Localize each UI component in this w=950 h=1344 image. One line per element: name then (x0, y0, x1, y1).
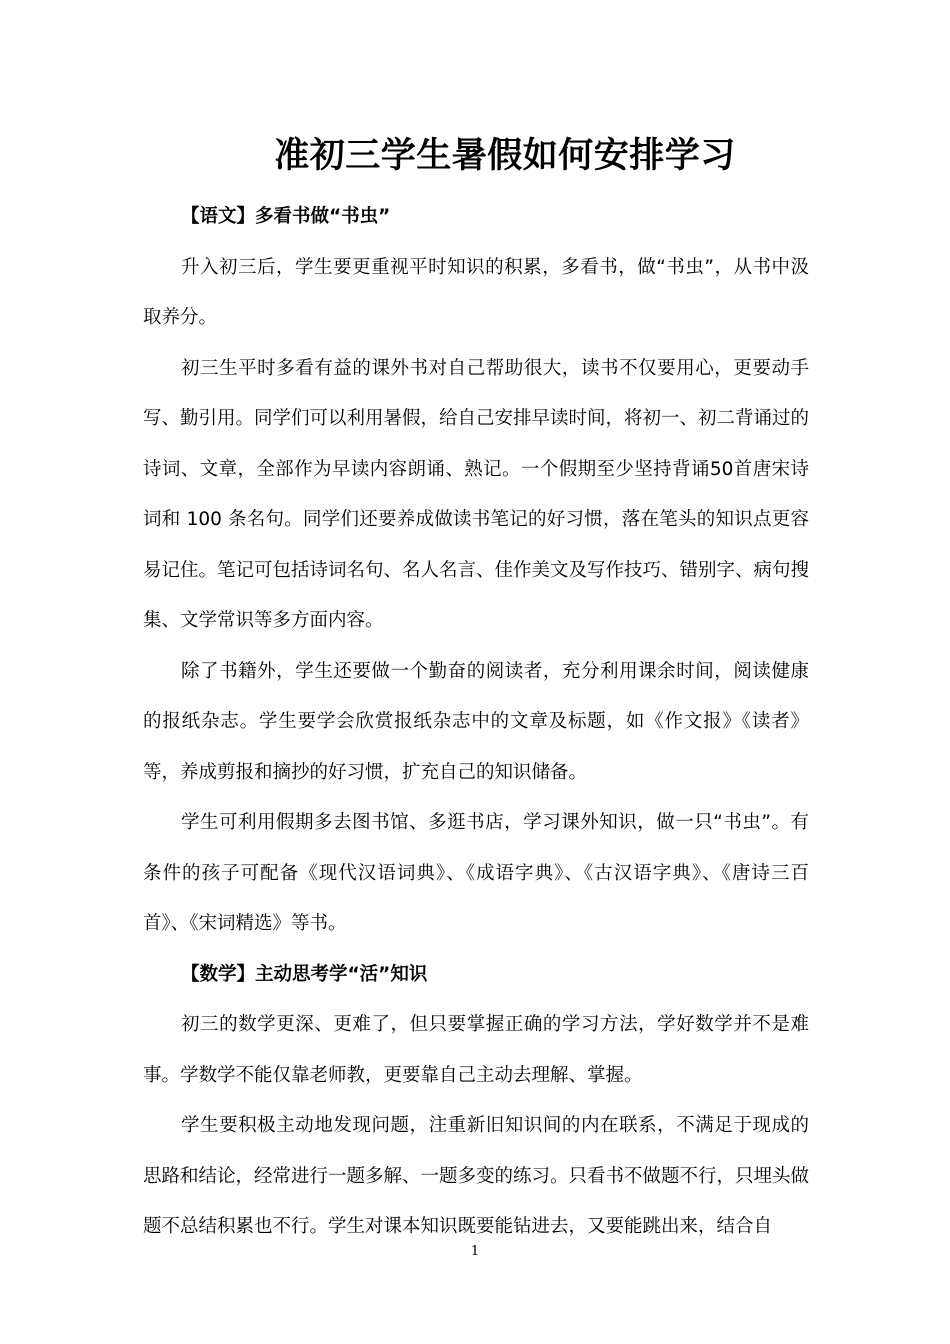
section-heading-chinese: 【语文】多看书做“书虫” (181, 206, 391, 227)
section-heading-math: 【数学】主动思考学“活”知识 (181, 963, 428, 985)
document-title: 准初三学生暑假如何安排学习 (274, 136, 736, 177)
paragraph: 初三的数学更深、更难了，但只要掌握正确的学习方法，学好数学并不是难事。学数学不能仅靠老师教，更要靠自己主动去理解、掌握。 (143, 1014, 809, 1086)
paragraph: 升入初三后，学生要更重视平时知识的积累，多看书，做“书虫”，从书中汲取养分。 (143, 256, 809, 328)
page-number: 1 (470, 1244, 480, 1259)
paragraph: 初三生平时多看有益的课外书对自己帮助很大，读书不仅要用心，更要动手写、勤引用。同学们可以利用暑假，给自己安排早读时间，将初一、初二背诵过的诗词、文章，全部作为早读内容朗诵、熟记。一个假期至少坚持背诵50首唐宋诗词和 100 条名句。同学们还要养成做读书笔记的好习惯，落在笔头的知识点更容易记住。笔记可包括诗词名句、名人名言、佳作美文及写作技巧、错别字、病句搜集、文学常识等多方面内容。 (143, 357, 810, 631)
paragraph: 学生可利用假期多去图书馆、多逛书店，学习课外知识，做一只“书虫”。有条件的孩子可配备《现代汉语词典》、《成语字典》、《古汉语字典》、《唐诗三百首》、《宋词精选》等书。 (143, 812, 809, 934)
paragraph: 除了书籍外，学生还要做一个勤奋的阅读者，充分利用课余时间，阅读健康的报纸杂志。学生要学会欣赏报纸杂志中的文章及标题，如《作文报》《读者》等，养成剪报和摘抄的好习惯，扩充自己的知识储备。 (143, 660, 809, 783)
document-body (143, 192, 809, 1253)
paragraph: 学生要积极主动地发现问题，注重新旧知识间的内在联系，不满足于现成的思路和结论，经常进行一题多解、一题多变的练习。只看书不做题不行，只埋头做题不总结积累也不行。学生对课本知识既要能钻进去，又要能跳出来，结合自 (143, 1115, 810, 1237)
